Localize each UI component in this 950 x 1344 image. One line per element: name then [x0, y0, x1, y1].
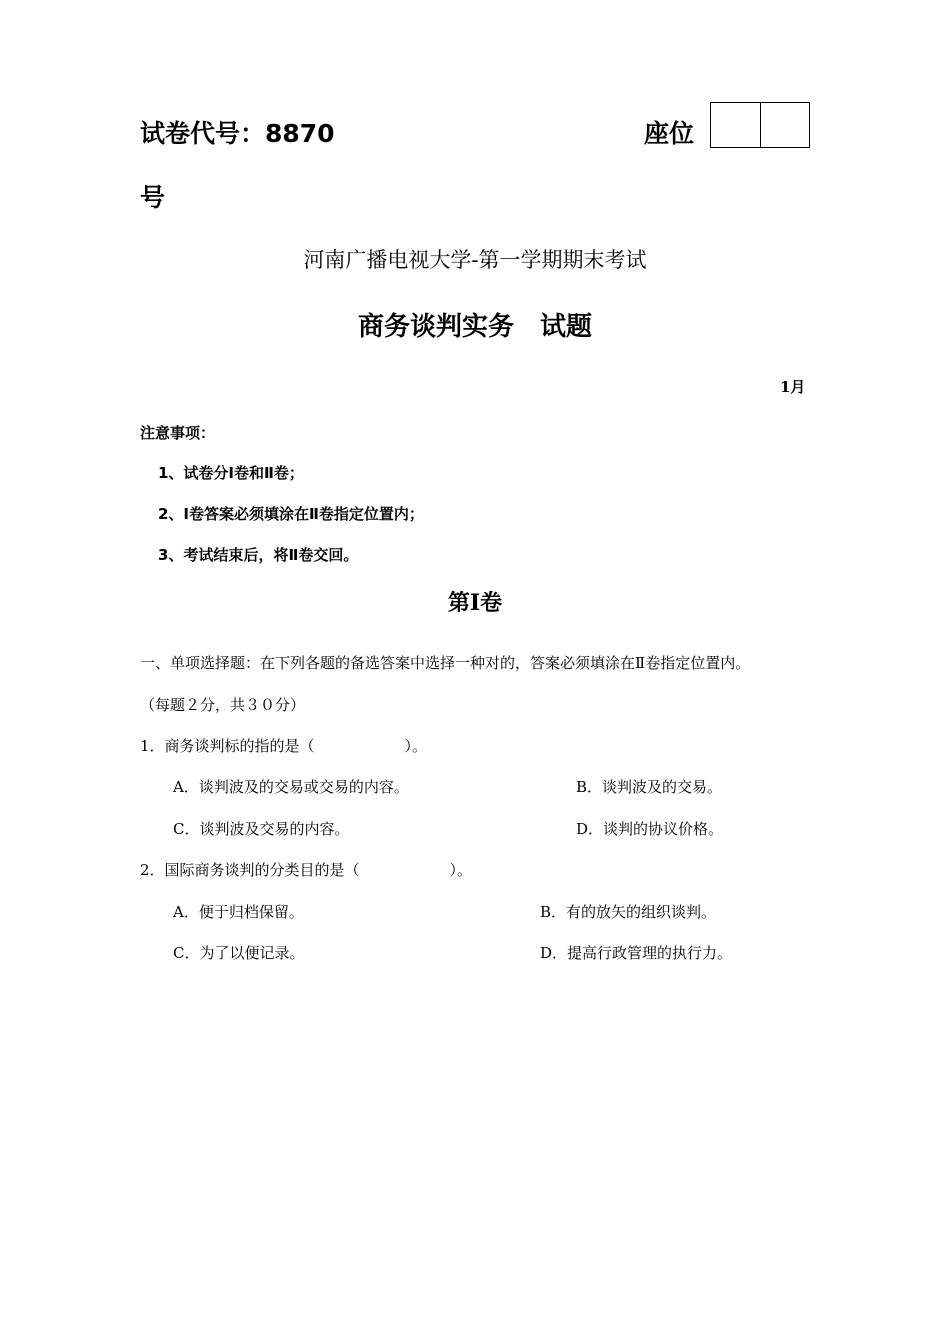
section-score-note: （每题２分，共３０分）: [140, 696, 306, 714]
question-option: B．有的放矢的组织谈判。: [540, 903, 717, 921]
seat-number-boxes: [710, 102, 810, 148]
section-heading: 一、单项选择题：在下列各题的备选答案中选择一种对的，答案必须填涂在Ⅱ卷指定位置内。: [140, 654, 751, 672]
question-stem: 2．国际商务谈判的分类目的是（ ）。: [140, 861, 473, 879]
question-option: B．谈判波及的交易。: [576, 778, 723, 796]
seat-box-2: [761, 102, 811, 148]
volume-title: 第Ⅰ卷: [447, 590, 503, 616]
question-option: A．便于归档保留。: [173, 903, 304, 921]
school-exam-title: 河南广播电视大学-第一学期期末考试: [303, 248, 647, 272]
notes-heading: 注意事项：: [140, 424, 216, 442]
note-item: 1、试卷分Ⅰ卷和Ⅱ卷；: [158, 464, 304, 482]
question-option: D．谈判的协议价格。: [576, 820, 724, 838]
question-option: A．谈判波及的交易或交易的内容。: [173, 778, 409, 796]
exam-date: 1月: [780, 378, 806, 396]
seat-number-label-suffix: 号: [140, 183, 166, 212]
seat-box-1: [710, 102, 761, 148]
note-item: 2、Ⅰ卷答案必须填涂在Ⅱ卷指定位置内；: [158, 505, 424, 523]
question-option: D．提高行政管理的执行力。: [540, 944, 733, 962]
exam-code-label: 试卷代号：8870: [140, 119, 335, 148]
question-option: C．谈判波及交易的内容。: [173, 820, 350, 838]
question-stem: 1．商务谈判标的指的是（ ）。: [140, 737, 428, 755]
question-option: C．为了以便记录。: [173, 944, 305, 962]
exam-subject-title: 商务谈判实务 试题: [357, 312, 592, 342]
note-item: 3、考试结束后，将Ⅱ卷交回。: [158, 546, 359, 564]
seat-number-label: 座位: [644, 119, 695, 148]
